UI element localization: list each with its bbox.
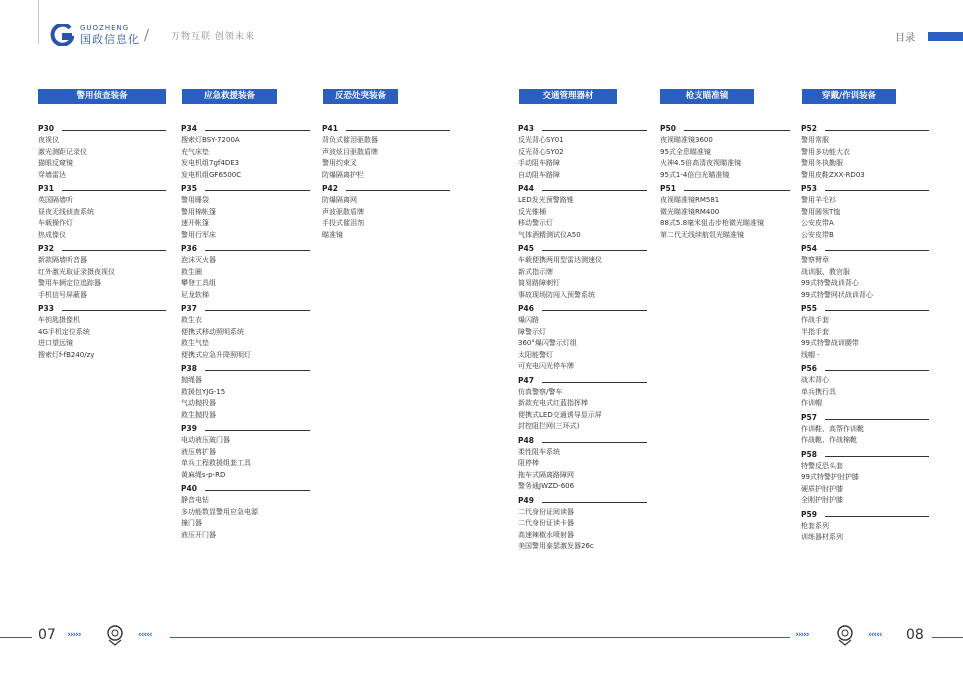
page-ref — [801, 411, 929, 424]
page-ref-rule — [825, 310, 929, 311]
catalog-item: 救生圈 — [181, 267, 202, 276]
page-number-right: 08 — [906, 627, 924, 643]
catalog-item: 太阳能警灯 — [518, 350, 553, 359]
footer-line-left — [0, 637, 32, 638]
page-ref — [181, 182, 310, 195]
catalog-item: 声波驱散盾牌 — [322, 207, 364, 216]
catalog-item: 单兵携行具 — [801, 387, 836, 396]
catalog-item: 99式特警战训背心 — [801, 279, 859, 287]
catalog-item: 救援包YJG-15 — [181, 387, 226, 396]
page-ref-label: P47 — [518, 375, 534, 385]
catalog-item: 英国隔墙听 — [38, 196, 73, 204]
page-ref-rule — [542, 130, 647, 131]
page-ref-rule — [542, 310, 647, 311]
catalog-item: 速开帐篷 — [181, 219, 209, 227]
catalog-item: 移动警示灯 — [518, 219, 553, 227]
catalog-section — [660, 122, 790, 181]
page-ref-rule — [542, 190, 647, 191]
page-ref-label: P56 — [801, 364, 817, 373]
footer-line-right — [932, 637, 963, 638]
category-header: 应急救援装备 — [182, 89, 277, 104]
page-ref — [181, 422, 310, 435]
category-header: 枪支瞄准镜 — [660, 89, 754, 104]
page-ref — [181, 362, 310, 375]
catalog-section — [322, 122, 450, 181]
catalog-section — [801, 362, 929, 410]
page-ref — [38, 242, 166, 255]
catalog-item: 抛绳器 — [181, 376, 202, 384]
catalog-item: 背负式催泪驱散器 — [322, 136, 378, 144]
brand-mark-icon — [50, 24, 74, 46]
catalog-item: 99式特警战训腰带 — [801, 339, 859, 347]
page-ref-label: P48 — [518, 435, 534, 445]
catalog-item: 撞门器 — [181, 519, 202, 527]
category-header: 穿戴/作训装备 — [802, 89, 896, 104]
catalog-section — [38, 122, 166, 181]
catalog-item: 新式指示牌 — [518, 267, 553, 276]
catalog-item: 作训鞋、高帮作训靴 — [801, 424, 864, 433]
catalog-item: 尼龙软梯 — [181, 290, 209, 299]
catalog-item: 声波炫目驱散盾牌 — [322, 147, 378, 156]
page-ref — [322, 182, 450, 195]
catalog-item: 防爆隔离网 — [322, 196, 357, 204]
catalog-section — [660, 182, 790, 241]
catalog-item: 88式5.8毫米狙击步枪微光瞄准镜 — [660, 219, 765, 227]
catalog-item: 枪套系列 — [801, 521, 829, 530]
page-ref-label: P43 — [518, 124, 534, 133]
page-ref-rule — [825, 516, 929, 517]
page-ref-rule — [205, 130, 310, 131]
catalog-column — [38, 122, 166, 362]
catalog-item: 便携式LED交通诱导显示屏 — [518, 410, 602, 419]
catalog-item: 防爆隔离护栏 — [322, 170, 364, 179]
catalog-item: 警用睡袋 — [181, 196, 209, 204]
catalog-item: 夜视瞄准镜RM581 — [660, 196, 720, 204]
catalog-item: 救生气垫 — [181, 339, 209, 347]
page-ref-rule — [346, 130, 450, 131]
catalog-item: 事故现场防闯入预警系统 — [518, 290, 595, 299]
catalog-item: 搜索灯f-fB240/zy — [38, 350, 95, 359]
catalog-section — [518, 302, 647, 373]
catalog-item: 激光测距记录仪 — [38, 147, 87, 156]
catalog-item: 二代身份证读卡器 — [518, 519, 574, 527]
catalog-item: 夜视瞄准镜3600 — [660, 136, 713, 144]
page-ref-rule — [542, 250, 647, 251]
catalog-item: 发电机组GF6500C — [181, 170, 242, 179]
catalog-item: 车载便携两用型雷达测速仪 — [518, 256, 602, 264]
catalog-section — [38, 182, 166, 241]
catalog-item: 简易路障刺钉 — [518, 279, 560, 287]
page-ref — [801, 242, 929, 255]
catalog-item: 爆闪路 — [518, 316, 539, 324]
catalog-section — [801, 411, 929, 447]
police-emblem-icon — [106, 624, 124, 646]
page-ref — [322, 122, 450, 135]
page-ref — [518, 374, 647, 387]
page-ref — [801, 302, 929, 315]
catalog-item: 进口望远镜 — [38, 339, 73, 347]
page-ref — [660, 182, 790, 195]
page-ref-label: P40 — [181, 484, 197, 493]
catalog-item: 热成像仪 — [38, 230, 66, 239]
page-number-left: 07 — [38, 627, 56, 643]
catalog-item: 95式全息瞄准镜 — [660, 147, 711, 156]
page-ref-label: P57 — [801, 412, 817, 422]
catalog-item: 全刚护肘护膝 — [801, 496, 843, 504]
page-ref-label: P52 — [801, 124, 817, 133]
brand-logo — [50, 24, 140, 46]
catalog-item: 多功能数显警用应急电源 — [181, 507, 258, 516]
page-ref-rule — [825, 456, 929, 457]
catalog-item: 99式特警护肘护膝 — [801, 473, 859, 481]
catalog-item: 线帽 - — [801, 350, 820, 359]
catalog-item: 警用羊毛衫 — [801, 196, 836, 204]
catalog-section — [181, 302, 310, 361]
arrow-left-icon: ‹‹‹‹‹ — [138, 630, 152, 640]
page-ref — [181, 302, 310, 315]
catalog-item: 可充电闪光停车牌 — [518, 362, 574, 370]
catalog-item: 警务通JWZD-606 — [518, 482, 575, 490]
catalog-section — [801, 448, 929, 507]
page-ref-rule — [542, 502, 647, 503]
page-ref-rule — [825, 190, 929, 191]
catalog-item: 新款充电式红蓝指挥棒 — [518, 399, 588, 407]
catalog-item: 车钥匙摄像机 — [38, 316, 80, 324]
page-ref-rule — [62, 130, 166, 131]
catalog-item: 便携式应急升降照明灯 — [181, 350, 251, 359]
catalog-item: 黄麻绳s-p-RD — [181, 470, 226, 479]
catalog-item: 单兵工程救援组套工具 — [181, 459, 251, 467]
page-ref — [518, 434, 647, 447]
catalog-item: 警用棉帐篷 — [181, 207, 216, 216]
page-ref-label: P36 — [181, 244, 197, 253]
page-ref — [181, 122, 310, 135]
catalog-column — [660, 122, 790, 242]
catalog-item: 二代身份证阅读器 — [518, 507, 574, 516]
page-ref-rule — [542, 382, 647, 383]
page-ref-label: P55 — [801, 304, 817, 313]
page-ref-label: P58 — [801, 449, 817, 459]
toc-accent-bar — [928, 32, 963, 41]
catalog-item: 360°爆闪警示灯组 — [518, 339, 577, 347]
catalog-item: 微光瞄准镜RM400 — [660, 207, 720, 216]
page-ref-label: P32 — [38, 244, 54, 253]
page-ref-rule — [62, 190, 166, 191]
header-divider — [38, 0, 39, 44]
catalog-item: 新款隔墙听音器 — [38, 256, 87, 264]
page-ref-rule — [205, 250, 310, 251]
brand-name-cn: 国政信息化 — [80, 33, 140, 46]
page-ref-rule — [205, 190, 310, 191]
catalog-item: LED发光预警路锥 — [518, 196, 574, 204]
catalog-item: 警用皮鞋ZXX-RD03 — [801, 170, 865, 179]
page-ref — [518, 242, 647, 255]
catalog-item: 反光背心SY01 — [518, 136, 564, 144]
page-ref — [801, 122, 929, 135]
catalog-item: 公安皮带B — [801, 230, 834, 239]
page-ref-label: P50 — [660, 124, 676, 133]
catalog-item: 拖车式隔离路障网 — [518, 470, 574, 479]
catalog-item: 昼夜无线侦查系统 — [38, 207, 94, 216]
catalog-item: 警用圆领T恤 — [801, 207, 841, 216]
catalog-item: 发电机组7gf4DE3 — [181, 159, 240, 167]
catalog-item: 作战靴、作战棉靴 — [801, 436, 857, 444]
catalog-section — [518, 242, 647, 301]
page-ref — [38, 302, 166, 315]
catalog-item: 特警反恐头套 — [801, 461, 843, 470]
catalog-section — [801, 242, 929, 301]
catalog-item: 电动液压破门器 — [181, 436, 230, 444]
page-ref-label: P37 — [181, 304, 197, 313]
catalog-section — [801, 302, 929, 361]
catalog-item: 障警示灯 — [518, 327, 546, 336]
page-ref-rule — [205, 490, 310, 491]
page-ref-rule — [346, 190, 450, 191]
catalog-item: 车载操作灯 — [38, 219, 73, 227]
catalog-item: 液压开门器 — [181, 530, 216, 539]
page-ref-label: P54 — [801, 244, 817, 253]
page-ref-rule — [205, 430, 310, 431]
page-ref — [518, 494, 647, 507]
header-slash: / — [144, 26, 150, 44]
catalog-section — [181, 482, 310, 541]
page-ref-label: P42 — [322, 184, 338, 193]
catalog-section — [181, 422, 310, 481]
catalog-item: 救生抛投器 — [181, 410, 216, 419]
catalog-item: 95式1-4倍白光瞄准镜 — [660, 170, 730, 179]
catalog-item: 手机信号屏蔽器 — [38, 290, 87, 299]
catalog-section — [38, 302, 166, 361]
catalog-section — [518, 494, 647, 553]
catalog-item: 阻停棒 — [518, 459, 539, 467]
catalog-item: 夜视仪 — [38, 136, 59, 144]
page-ref — [801, 508, 929, 521]
catalog-section — [518, 374, 647, 433]
page-ref-rule — [825, 250, 929, 251]
catalog-section — [801, 122, 929, 181]
page-ref-label: P33 — [38, 304, 54, 313]
catalog-section — [322, 182, 450, 241]
catalog-item: 警用常服 — [801, 136, 829, 144]
catalog-item: 作战手套 — [801, 316, 829, 324]
arrow-right-icon: ››››› — [795, 630, 809, 640]
catalog-item: 泡沫灭火器 — [181, 256, 216, 264]
catalog-item: 便携式移动照明系统 — [181, 327, 244, 336]
catalog-item: 手投式催泪剂 — [322, 219, 364, 227]
catalog-section — [518, 434, 647, 493]
page-ref — [518, 302, 647, 315]
catalog-item: 攀登工具组 — [181, 279, 216, 287]
catalog-item: 反光锥桶 — [518, 207, 546, 216]
catalog-section — [801, 182, 929, 241]
page-ref-rule — [542, 442, 647, 443]
catalog-item: 手动阻车路障 — [518, 159, 560, 167]
arrow-right-icon: ››››› — [67, 630, 81, 640]
catalog-section — [181, 182, 310, 241]
catalog-item: 警用冬执勤服 — [801, 159, 843, 167]
catalog-item: 柔性阻车系统 — [518, 447, 560, 456]
page-ref-label: P49 — [518, 495, 534, 505]
page-ref — [801, 448, 929, 461]
page-ref — [181, 482, 310, 495]
catalog-section — [801, 508, 929, 544]
page-ref-rule — [62, 310, 166, 311]
catalog-item: 半指手套 — [801, 327, 829, 336]
catalog-item: 气体酒精测试仪A50 — [518, 230, 581, 239]
catalog-item: 作训帽 — [801, 399, 822, 407]
catalog-item: 猫眼反窥镜 — [38, 159, 73, 167]
catalog-item: 警用车辆定位追踪器 — [38, 279, 101, 287]
catalog-section — [181, 122, 310, 181]
page-ref-rule — [205, 370, 310, 371]
catalog-item: 训练器材系列 — [801, 533, 843, 541]
catalog-column — [518, 122, 647, 554]
category-header: 交通管理器材 — [519, 89, 617, 104]
page-ref-label: P41 — [322, 124, 338, 133]
page-ref-label: P45 — [518, 244, 534, 253]
page-ref-label: P51 — [660, 184, 676, 193]
catalog-item: 瞄准镜 — [322, 230, 343, 239]
page-ref-label: P59 — [801, 509, 817, 519]
catalog-column — [801, 122, 929, 545]
catalog-item: 充气床垫 — [181, 147, 209, 156]
catalog-item: 公安皮带A — [801, 219, 834, 227]
page-ref-label: P35 — [181, 184, 197, 193]
page-ref-label: P34 — [181, 124, 197, 133]
page-ref — [38, 122, 166, 135]
catalog-section — [518, 182, 647, 241]
catalog-item: 警用多功能大衣 — [801, 147, 850, 156]
footer-line-mid — [170, 637, 790, 638]
catalog-item: 自动阻车路障 — [518, 170, 560, 179]
catalog-item: 搜索灯BSY-7200A — [181, 136, 240, 144]
catalog-item: 穿墙雷达 — [38, 170, 66, 179]
catalog-item: 警用约束叉 — [322, 159, 357, 167]
page-ref — [518, 182, 647, 195]
page-ref-rule — [684, 190, 790, 191]
catalog-column — [181, 122, 310, 542]
page-ref — [181, 242, 310, 255]
catalog-item: 战训服、教官服 — [801, 267, 850, 276]
catalog-item: 99式特警网状战训背心 — [801, 290, 873, 299]
catalog-item: 第二代无线续航氚光瞄准镜 — [660, 230, 744, 239]
catalog-item: 气动抛投器 — [181, 399, 216, 407]
brand-name-en: GUOZHENG — [80, 24, 130, 32]
page-ref-label: P39 — [181, 424, 197, 433]
catalog-item: 封控阻拦网(三环式) — [518, 422, 580, 430]
catalog-item: 美国警用泰瑟激发器26c — [518, 542, 594, 550]
catalog-section — [181, 362, 310, 421]
page-ref — [38, 182, 166, 195]
page-ref-rule — [62, 250, 166, 251]
page-ref-rule — [684, 130, 790, 131]
category-header: 反恐处突装备 — [323, 89, 398, 104]
slogan: 万物互联 创领未来 — [171, 32, 255, 42]
page-ref-rule — [825, 370, 929, 371]
catalog-item: 硬质护肘护膝 — [801, 484, 843, 493]
page-ref — [518, 122, 647, 135]
page-ref-label: P44 — [518, 184, 534, 193]
catalog-item: 战术背心 — [801, 376, 829, 384]
category-header: 警用侦查装备 — [38, 89, 166, 104]
catalog-item: 救生衣 — [181, 316, 202, 324]
catalog-item: 反光背心SY02 — [518, 147, 564, 156]
page-ref-rule — [825, 130, 929, 131]
catalog-item: 静音电钻 — [181, 496, 209, 504]
page-ref-label: P38 — [181, 364, 197, 373]
catalog-item: 仿真警察/警车 — [518, 387, 563, 396]
police-emblem-icon — [836, 624, 854, 646]
catalog-item: 高速辣椒水喷射器 — [518, 530, 574, 539]
catalog-section — [181, 242, 310, 301]
catalog-item: 火神4.5倍高清夜视瞄准镜 — [660, 159, 742, 167]
catalog-item: 4G手机定位系统 — [38, 327, 90, 336]
page-ref — [660, 122, 790, 135]
page-ref-label: P31 — [38, 184, 54, 193]
catalog-item: 警察臂章 — [801, 256, 829, 264]
catalog-item: 液压剪扩器 — [181, 447, 216, 456]
catalog-section — [518, 122, 647, 181]
page-ref — [801, 362, 929, 375]
arrow-left-icon: ‹‹‹‹‹ — [868, 630, 882, 640]
page-ref-label: P53 — [801, 184, 817, 193]
toc-label: 目录 — [895, 33, 915, 44]
catalog-item: 红外激光取证录摄夜视仪 — [38, 267, 115, 276]
page-ref-rule — [205, 310, 310, 311]
page-ref-rule — [825, 419, 929, 420]
catalog-item: 警用行军床 — [181, 230, 216, 239]
page-ref-label: P30 — [38, 124, 54, 133]
catalog-column — [322, 122, 450, 242]
page-ref-label: P46 — [518, 304, 534, 313]
catalog-section — [38, 242, 166, 301]
page-ref — [801, 182, 929, 195]
